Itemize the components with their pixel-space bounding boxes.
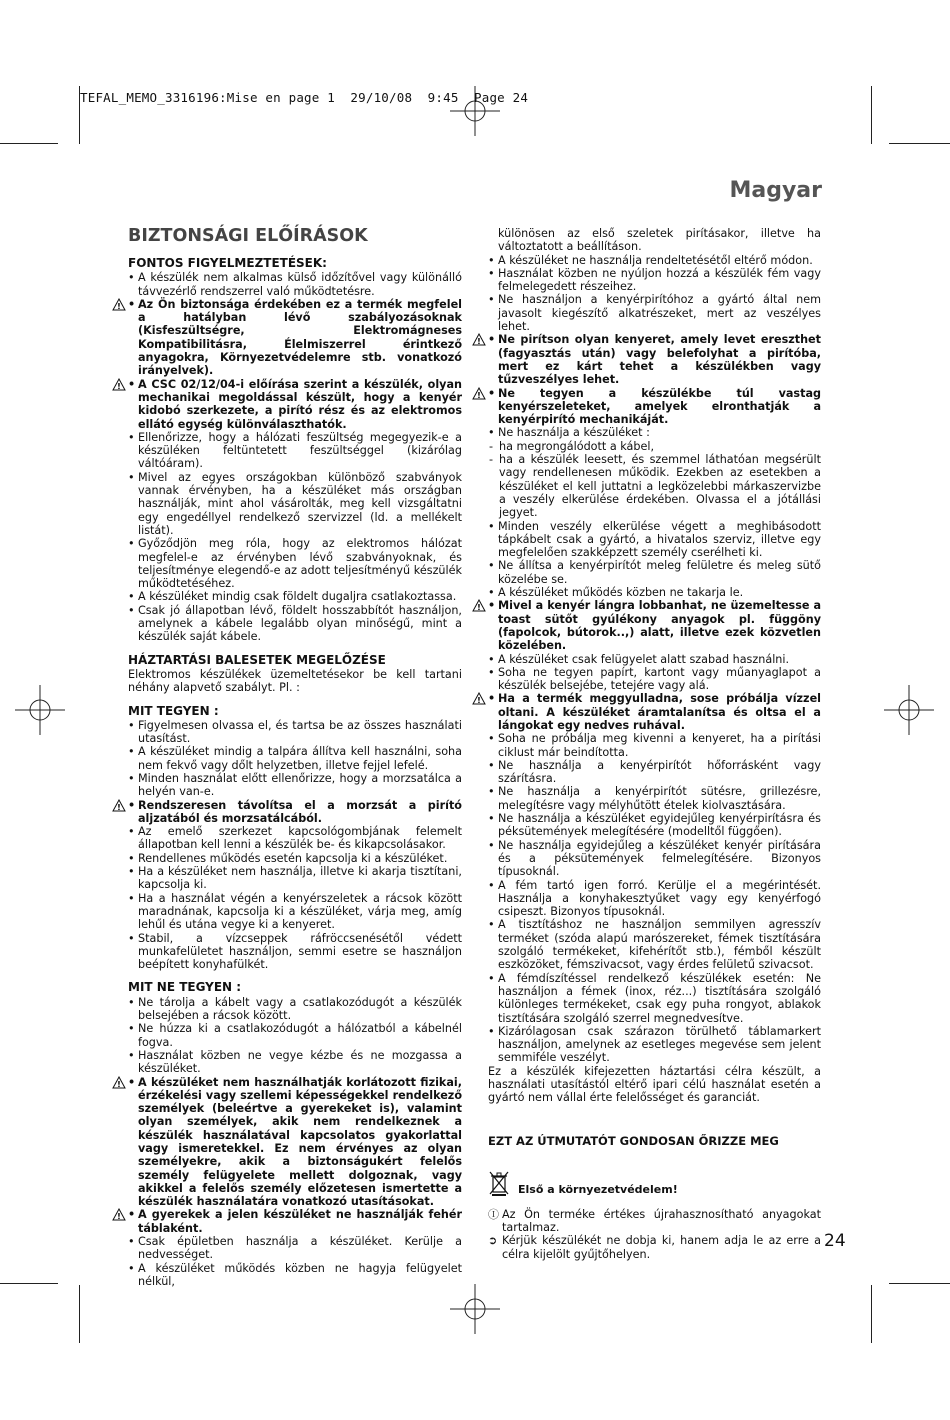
list-item: • Használat közben ne vegye kézbe és ne mozgassa a készüléket. bbox=[128, 1049, 462, 1076]
list-item: • ! Ne pirítson olyan kenyeret, amely levet ereszthet (fagyasztás után) vagy belefolyhat a pirítóba, mert ez kárt tehet a készülékben vagy tűzveszélyes lehet. bbox=[488, 333, 821, 386]
list-item: • A készüléket működés közben ne hagyja felügyelet nélkül, bbox=[128, 1262, 462, 1289]
list-item: • A készüléket mindig csak földelt dugaljra csatlakoztassa. bbox=[128, 590, 462, 603]
warning-triangle-icon bbox=[112, 378, 126, 391]
closing-text: Ez a készülék kifejezetten háztartási célra készült, a használati utasítástól eltérő ipari célú használat esetén a gyártó nem vállal érte felelősséget és garanciát. bbox=[488, 1064, 821, 1105]
list-item: • ! A gyerekek a jelen készüléket ne használják fehér táblaként. bbox=[128, 1208, 462, 1235]
warning-triangle-icon bbox=[472, 599, 486, 612]
svg-text:!: • ! bbox=[477, 337, 481, 347]
list-item: • Mivel az egyes országokban különböző szabványok vannak érvényben, ha a készüléket más országban használják, mint ahol vásárolták, meg kell vizsgáltatni egy engedéllyel rendelkező szervizzel (ld. a mellékelt listát). bbox=[128, 471, 462, 537]
warning-triangle-icon bbox=[472, 692, 486, 705]
list-item: • ! Mivel a kenyér lángra lobbanhat, ne üzemeltesse a toast sütőt gyúlékony anyagok pl. függöny (fapolcok, bútorok..,) alatt, illetve ezek közvetlen közelében. bbox=[488, 599, 821, 652]
warning-triangle-icon bbox=[472, 333, 486, 346]
keep-instructions-heading: EZT AZ ÚTMUTATÓT GONDOSAN ŐRIZZE MEG bbox=[488, 1133, 779, 1148]
list-item: • Ne használja a kenyérpirítót sütésre, grillezésre, melegítésre vagy mélyhűtött ételek kiolvasztására. bbox=[488, 785, 821, 812]
crop-mark bbox=[871, 86, 872, 144]
list-item: • Rendellenes működés esetén kapcsolja ki a készüléket. bbox=[128, 852, 462, 865]
print-slug: TEFAL_MEMO_3316196:Mise en page 1 29/10/08 9:45 Page 24 bbox=[80, 90, 529, 105]
list-item: • A készüléket ne használja rendeltetésétől eltérő módon. bbox=[488, 254, 821, 267]
recycle-info-icon: Ⓘ bbox=[488, 1207, 499, 1221]
svg-text:!: • ! bbox=[117, 301, 121, 311]
list-item: • A készüléket működés közben ne takarja le. bbox=[488, 586, 821, 599]
registration-mark bbox=[884, 685, 934, 735]
list-item: • Ne húzza ki a csatlakozódugót a hálózatból a kábelnél fogva. bbox=[128, 1022, 462, 1049]
list-item: • A tisztításhoz ne használjon semmilyen agresszív terméket (szóda alapú marószereket, fémek tisztítására szolgáló termékeket, kifehérítőt stb.), fémből készült eszközöket, fémszivacsot, vagy érdes felületű szivacsot. bbox=[488, 918, 821, 971]
crop-mark bbox=[889, 1283, 950, 1284]
list-item: • ! Ha a termék meggyulladna, sose próbálja vízzel oltani. A készüléket áramtalanítsa és oltsa el a lángokat egy nedves ruhával. bbox=[488, 692, 821, 732]
svg-text:!: • ! bbox=[117, 1079, 121, 1089]
disposal-note: ➲ Kérjük készülékét ne dobja ki, hanem adja le az erre a célra kijelölt gyűjtőhelyen. bbox=[488, 1234, 821, 1261]
list-item: • ! A CSC 02/12/04-i előírása szerint a készülék, olyan mechanikai megoldással készült, hogy a kenyér kidobó szerkezete, a pirító rész és az elektromos ellátó egység különválaszthatók. bbox=[128, 378, 462, 431]
list-item: • Használat közben ne nyúljon hozzá a készülék fém vagy felmelegedett részeihez. bbox=[488, 267, 821, 294]
crop-mark bbox=[871, 1285, 872, 1343]
warning-triangle-icon bbox=[112, 298, 126, 311]
list-item: • Ne használja egyidejűleg a készüléket kenyér pirítására és a péksütemények felmelegítésére. Bizonyos típusoknál. bbox=[488, 839, 821, 879]
environment-heading bbox=[488, 1170, 821, 1196]
crossed-bin-icon bbox=[488, 1170, 510, 1196]
list-item: • Minden használat előtt ellenőrizze, hogy a morzsatálca a helyén van-e. bbox=[128, 772, 462, 799]
continued-text: különösen az első szeletek pirításakor, illetve ha változtatott a beállításon. bbox=[498, 227, 821, 254]
recycle-note: Ⓘ Az Ön terméke értékes újrahasznosítható anyagokat tartalmaz. bbox=[488, 1207, 821, 1235]
warning-triangle-icon bbox=[112, 799, 126, 812]
list-item: • ! Rendszeresen távolítsa el a morzsát a pirító aljzatából és morzsatálcából. bbox=[128, 799, 462, 826]
dash-item: - ha a készülék leesett, és szemmel láthatóan megsérült vagy rendellenesen működik. Ezekben az esetekben a készüléket el kell juttatni a legközelebbi márkaszervizbe a veszély elkerülése érdekében. Olvassa el a jótállási jegyet. bbox=[488, 453, 821, 519]
list-item: • Ha a készüléket nem használja, illetve ki akarja tisztítani, kapcsolja ki. bbox=[128, 865, 462, 892]
svg-text:!: • ! bbox=[117, 381, 121, 391]
list-item: • Csak jó állapotban lévő, földelt hosszabbítót használjon, amelynek a kábele legalább olyan minőségű, mint a készülék saját kábele. bbox=[128, 604, 462, 644]
list-item: • ! Az Ön biztonsága érdekében ez a termék megfelel a hatályban lévő szabályozásoknak (Kisfeszültségre, Elektromágneses Kompatibilitásra, Élelmiszerrel érintkező anyagokra, Környezetvédelemre stb. vonatkozó irányelvek). bbox=[128, 298, 462, 378]
crop-mark bbox=[0, 1283, 58, 1284]
page-number: 24 bbox=[824, 1231, 846, 1251]
right-column bbox=[477, 227, 821, 1261]
list-item: • Győződjön meg róla, hogy az elektromos hálózat megfelel-e az érvényben lévő szabványoknak, és teljesítménye elegendő-e az adott teljesítményű készülék működtetéséhez. bbox=[128, 537, 462, 590]
section-heading: FONTOS FIGYELMEZTETÉSEK: bbox=[128, 256, 327, 270]
language-label: Magyar bbox=[729, 178, 822, 203]
list-item: • ! Ne tegyen a készülékbe túl vastag kenyérszeleteket, amelyek elronthatják a kenyérpirító mechanikáját. bbox=[488, 387, 821, 427]
svg-text:!: • ! bbox=[477, 390, 481, 400]
section-intro: Elektromos készülékek üzemeltetésekor be kell tartani néhány alapvető szabályt. Pl. : bbox=[128, 667, 462, 695]
list-item: • A készülék nem alkalmas külső időzítővel vagy különálló távvezérlő rendszerrel való működtetésre. bbox=[128, 271, 462, 298]
list-item: • A fém tartó igen forró. Kerülje el a megérintését. Használja a konyhakesztyűket vagy egy kenyérfogó csipeszt. Bizonyos típusoknál. bbox=[488, 879, 821, 919]
list-item: • Kizárólagosan csak szárazon törülhető táblamarkert használjon, amelynek az esetleges megevése sem jelent semmiféle veszélyt. bbox=[488, 1025, 821, 1065]
list-item: • Stabil, a vízcseppek ráfröccsenésétől védett munkafelületet használjon, semmi esetre se használjon beépített konyhafülkét. bbox=[128, 932, 462, 972]
list-item: • Csak épületben használja a készüléket. Kerülje a nedvességet. bbox=[128, 1235, 462, 1262]
list-item: • Ne tárolja a kábelt vagy a csatlakozódugót a készülék belsejében a rácsok között. bbox=[128, 996, 462, 1023]
list-item: • Ne használjon a kenyérpirítóhoz a gyártó által nem javasolt kiegészítő alkatrészeket, mert az veszélyes lehet. bbox=[488, 293, 821, 333]
svg-text:!: • ! bbox=[117, 1212, 121, 1222]
page-title: BIZTONSÁGI ELŐÍRÁSOK bbox=[128, 226, 368, 246]
list-item: • Az emelő szerkezet kapcsológombjának felemelt állapotban kell lenni a készülék be- és kikapcsolásakor. bbox=[128, 825, 462, 852]
list-item: • Ne használja a készüléket : bbox=[488, 426, 821, 439]
crop-mark bbox=[0, 143, 58, 144]
list-item: • A fémdíszítéssel rendelkező készülékek esetén: Ne használjon a fémek (inox, réz...) tisztítására szolgáló különleges termékeket, csak egy puha rongyot, ablakok tisztítására szolgáló szerrel megnedvesítve. bbox=[488, 972, 821, 1025]
section-heading: MIT NE TEGYEN : bbox=[128, 980, 242, 995]
svg-text:!: • ! bbox=[477, 603, 481, 613]
list-item: • Ellenőrizze, hogy a hálózati feszültség megegyezik-e a készüléken feltüntetett feszültséggel (kizárólag váltóáram). bbox=[128, 431, 462, 471]
registration-mark bbox=[15, 685, 65, 735]
crop-mark bbox=[889, 143, 950, 144]
registration-mark bbox=[450, 1284, 500, 1334]
warning-triangle-icon bbox=[112, 1208, 126, 1221]
list-item: • Ne használja a készüléket egyidejűleg kenyérpirításra és péksütemények melegítésére (modelltől függően). bbox=[488, 812, 821, 839]
arrow-icon: ➲ bbox=[488, 1234, 498, 1248]
list-item: • Soha ne próbálja meg kivenni a kenyeret, ha a pirítási ciklust már beindította. bbox=[488, 732, 821, 759]
list-item: • A készüléket csak felügyelet alatt szabad használni. bbox=[488, 653, 821, 666]
list-item: • Ne állítsa a kenyérpirítót meleg felületre és meleg sütő közelébe se. bbox=[488, 559, 821, 586]
svg-text:!: • ! bbox=[477, 696, 481, 706]
list-item: • ! A készüléket nem használhatják korlátozott fizikai, érzékelési vagy szellemi képességekkel rendelkező személyek (beleértve a gyerekeket is), valamint olyan személyek, akik nem rendelkeznek a készülék használatával kapcsolatos gyakorlattal vagy ismeretekkel. Ez nem érvényes az olyan személyekre, akik a biztonságukért felelős személy felügyelete mellett dolgoznak, vagy akikkel a felelős személy előzetesen ismertette a készülék használatára vonatkozó utasításokat. bbox=[128, 1076, 462, 1209]
section-heading: HÁZTARTÁSI BALESETEK MEGELŐZÉSE bbox=[128, 652, 386, 667]
list-item: • Ha a használat végén a kenyérszeletek a rácsok között maradnának, kapcsolja ki a készüléket, várja meg, amíg lehűl és utána vegye ki a kenyeret. bbox=[128, 892, 462, 932]
warning-triangle-icon bbox=[112, 1076, 126, 1089]
environment-label: Első a környezetvédelem! bbox=[518, 1182, 678, 1196]
list-item: • Ne használja a kenyérpirítót hőforrásként vagy szárításra. bbox=[488, 759, 821, 786]
crop-mark bbox=[79, 1285, 80, 1343]
svg-text:!: • ! bbox=[117, 802, 121, 812]
section-heading: MIT TEGYEN : bbox=[128, 703, 219, 718]
list-item: • Minden veszély elkerülése végett a meghibásodott tápkábelt csak a gyártó, a hivatalos szerviz, illetve egy megfelelően szakképzett személy cserélheti ki. bbox=[488, 520, 821, 560]
list-item: • Soha ne tegyen papírt, kartont vagy műanyaglapot a készülék belsejébe, tetejére vagy alá. bbox=[488, 666, 821, 693]
left-column bbox=[117, 226, 462, 1288]
warning-triangle-icon bbox=[472, 387, 486, 400]
dash-item: - ha megrongálódott a kábel, bbox=[488, 440, 821, 453]
list-item: • A készüléket mindig a talpára állítva kell használni, soha nem fekvő vagy dőlt helyzetben, illetve fejjel lefelé. bbox=[128, 745, 462, 772]
list-item: • Figyelmesen olvassa el, és tartsa be az összes használati utasítást. bbox=[128, 719, 462, 746]
